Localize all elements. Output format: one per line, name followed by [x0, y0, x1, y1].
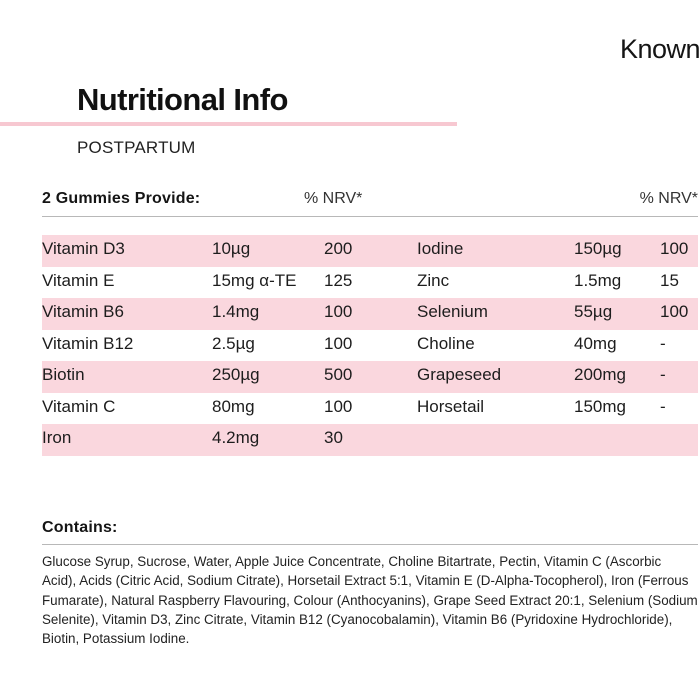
- nutrient-amount: 80mg: [212, 396, 255, 416]
- nutrient-amount: 250µg: [212, 365, 260, 384]
- nutrient-nrv: 500: [324, 365, 353, 384]
- nutrient-name: Vitamin B6: [42, 302, 124, 321]
- ingredients-text: Glucose Syrup, Sucrose, Water, Apple Juice Concentrate, Choline Bitartrate, Pectin, Vitamin C (Ascorbic Acid), Acids (Citric Acid, Sodium Citrate), Horsetail Extract 5:1, Vitamin E (D-Alpha-Tocopherol), Iron (Ferrous Fumarate), Natural Raspberry Flavouring, Colour (Anthocyanins), Grape Seed Extract 20:1, Selenium (Sodium Selenite), Vitamin D3, Zinc Citrate, Vitamin B12 (Cyanocobalamin), Vitamin B6 (Pyridoxine Hydrochloride), Biotin, Potassium Iodine.: [42, 554, 698, 647]
- nutrient-amount: 10µg: [212, 239, 251, 258]
- nutrient-nrv: -: [660, 396, 666, 416]
- nutrient-name: Selenium: [417, 302, 488, 321]
- nutrient-amount: 55µg: [574, 302, 613, 321]
- nutrient-amount: 40mg: [574, 333, 617, 353]
- table-row: [42, 361, 698, 393]
- nutrient-name: Vitamin E: [42, 270, 115, 290]
- nutrient-amount: 200mg: [574, 365, 626, 384]
- nutrient-name: Vitamin C: [42, 396, 116, 416]
- nutrient-amount: 4.2mg: [212, 428, 260, 447]
- title-underline: [0, 122, 457, 126]
- nutrient-nrv: 125: [324, 270, 353, 290]
- contains-divider: [42, 544, 698, 545]
- table-row: [42, 298, 698, 330]
- product-subtitle: POSTPARTUM: [77, 138, 196, 157]
- nutrient-nrv: -: [660, 365, 666, 384]
- nutrient-name: Biotin: [42, 365, 85, 384]
- table-header: [42, 190, 698, 214]
- nutrient-nrv: 15: [660, 270, 679, 290]
- nutrient-nrv: 30: [324, 428, 343, 447]
- table-row: [42, 424, 698, 456]
- table-row: [42, 267, 698, 299]
- nutrient-name: Vitamin D3: [42, 239, 125, 258]
- serving-label: 2 Gummies Provide:: [42, 190, 201, 207]
- nutrient-name: Zinc: [417, 270, 450, 290]
- nutrient-name: Choline: [417, 333, 475, 353]
- nutrient-nrv: 100: [324, 333, 353, 353]
- nutrient-nrv: -: [660, 333, 666, 353]
- nutrient-name: Iodine: [417, 239, 464, 258]
- nrv-header-right: % NRV*: [639, 190, 698, 207]
- title-block: [0, 82, 457, 126]
- nutrient-nrv: 100: [660, 302, 689, 321]
- table-row: [42, 393, 698, 425]
- page-title: Nutritional Info: [77, 82, 288, 117]
- table-row: [42, 330, 698, 362]
- nutrient-amount: 150mg: [574, 396, 626, 416]
- nutrient-nrv: 100: [324, 302, 353, 321]
- nutrient-amount: 2.5µg: [212, 333, 255, 353]
- nutrient-nrv: 200: [324, 239, 353, 258]
- nutrient-name: Vitamin B12: [42, 333, 134, 353]
- nutrient-amount: 1.5mg: [574, 270, 622, 290]
- brand-logo: Known: [619, 34, 700, 64]
- nutrient-amount: 15mg α-TE: [212, 270, 297, 290]
- nrv-header-left: % NRV*: [304, 190, 363, 207]
- nutrient-name: Iron: [42, 428, 72, 447]
- table-row: [42, 235, 698, 267]
- nutrient-nrv: 100: [660, 239, 689, 258]
- nutrition-table: [42, 235, 698, 456]
- header-divider: [42, 216, 698, 217]
- nutrient-name: Grapeseed: [417, 365, 502, 384]
- nutrient-amount: 150µg: [574, 239, 622, 258]
- nutrient-amount: 1.4mg: [212, 302, 260, 321]
- contains-heading: Contains:: [42, 519, 118, 536]
- nutrient-name: Horsetail: [417, 396, 485, 416]
- nutrient-nrv: 100: [324, 396, 353, 416]
